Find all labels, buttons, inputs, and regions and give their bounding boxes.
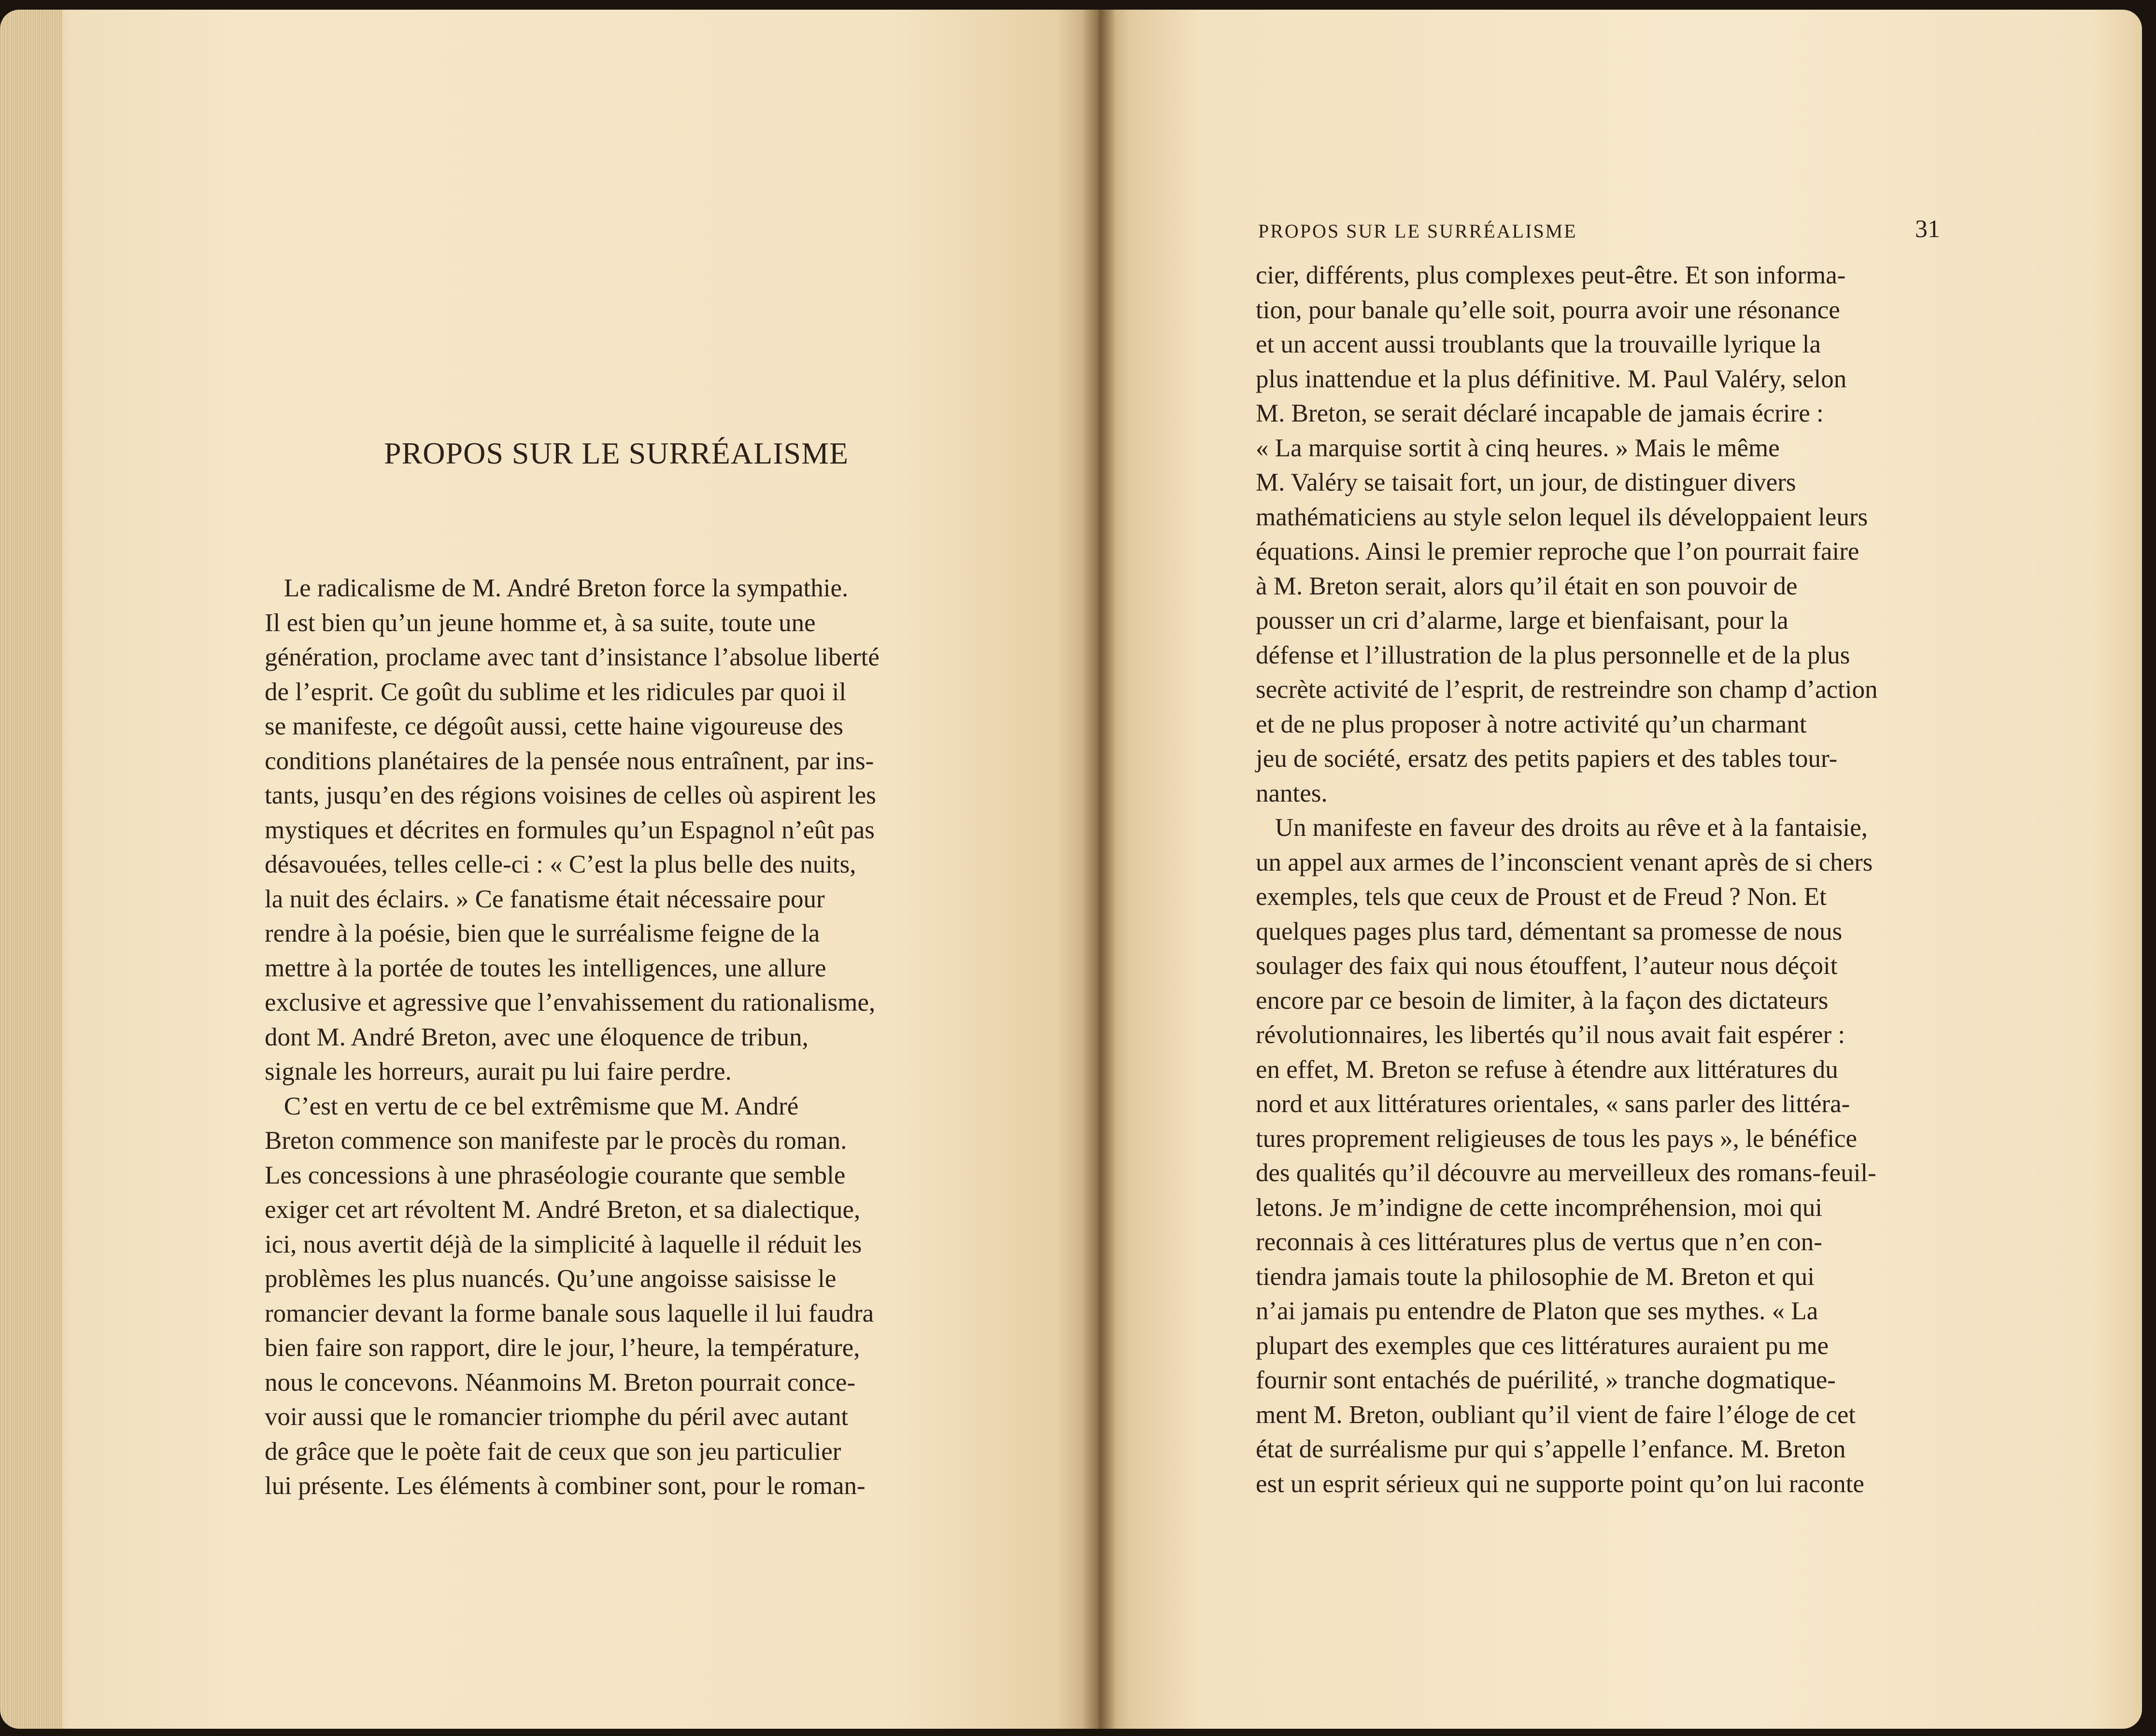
text-line: secrète activité de l’esprit, de restreindre son champ d’action: [1256, 676, 1878, 704]
text-line: Breton commence son manifeste par le procès du roman.: [265, 1127, 847, 1155]
text-line: mettre à la portée de toutes les intelligences, une allure: [265, 954, 826, 982]
text-line: M. Breton, se serait déclaré incapable de jamais écrire :: [1256, 399, 1824, 427]
text-line: de l’esprit. Ce goût du sublime et les ridicules par quoi il: [265, 677, 847, 706]
text-line: exiger cet art révoltent M. André Breton, et sa dialectique,: [265, 1196, 861, 1224]
right-page-text: [1256, 258, 1878, 1501]
text-line: problèmes les plus nuancés. Qu’une angoisse saisisse le: [265, 1265, 837, 1293]
text-line: exclusive et agressive que l’envahissement du rationalisme,: [265, 988, 876, 1016]
book-gutter: [1082, 10, 1116, 1729]
text-line: romancier devant la forme banale sous laquelle il lui faudra: [265, 1299, 874, 1327]
text-line: défense et l’illustration de la plus personnelle et de la plus: [1256, 641, 1850, 669]
text-line: n’ai jamais pu entendre de Platon que ses mythes. « La: [1256, 1297, 1818, 1325]
text-line: Les concessions à une phraséologie courante que semble: [265, 1161, 846, 1189]
text-line: et de ne plus proposer à notre activité qu’un charmant: [1256, 710, 1807, 738]
text-line: « La marquise sortit à cinq heures. » Mais le même: [1256, 434, 1780, 462]
text-line: est un esprit sérieux qui ne supporte point qu’on lui raconte: [1256, 1469, 1864, 1498]
text-line: plus inattendue et la plus définitive. M. Paul Valéry, selon: [1256, 365, 1847, 393]
text-line: conditions planétaires de la pensée nous entraînent, par ins-: [265, 747, 874, 775]
text-line: signale les horreurs, aurait pu lui faire perdre.: [265, 1058, 732, 1086]
text-line: reconnais à ces littératures plus de vertus que n’en con-: [1256, 1228, 1822, 1256]
text-line: cier, différents, plus complexes peut-être. Et son informa-: [1256, 261, 1846, 289]
text-line: letons. Je m’indigne de cette incompréhension, moi qui: [1256, 1193, 1823, 1222]
page-number: 31: [1915, 215, 1940, 243]
text-line: bien faire son rapport, dire le jour, l’heure, la température,: [265, 1334, 860, 1362]
text-line: jeu de société, ersatz des petits papiers et des tables tour-: [1256, 745, 1838, 773]
text-line: nantes.: [1256, 779, 1328, 807]
page-edges: [0, 10, 63, 1729]
text-line: fournir sont entachés de puérilité, » tranche dogmatique-: [1256, 1366, 1836, 1394]
text-line: lui présente. Les éléments à combiner sont, pour le roman-: [265, 1472, 865, 1500]
text-line: équations. Ainsi le premier reproche que l’on pourrait faire: [1256, 537, 1859, 565]
text-line: nous le concevons. Néanmoins M. Breton pourrait conce-: [265, 1368, 856, 1397]
text-line: de grâce que le poète fait de ceux que son jeu particulier: [265, 1437, 841, 1466]
text-line: nord et aux littératures orientales, « sans parler des littéra-: [1256, 1090, 1850, 1118]
text-line: exemples, tels que ceux de Proust et de Freud ? Non. Et: [1256, 883, 1827, 911]
text-line: mystiques et décrites en formules qu’un Espagnol n’eût pas: [265, 816, 875, 844]
chapter-title: PROPOS SUR LE SURRÉALISME: [384, 436, 849, 470]
text-line: ment M. Breton, oubliant qu’il vient de faire l’éloge de cet: [1256, 1400, 1856, 1429]
left-page-text: [265, 571, 879, 1504]
text-line: tants, jusqu’en des régions voisines de celles où aspirent les: [265, 781, 876, 809]
text-line: quelques pages plus tard, démentant sa promesse de nous: [1256, 917, 1843, 946]
text-line: ici, nous avertit déjà de la simplicité à laquelle il réduit les: [265, 1230, 862, 1258]
text-line: mathématiciens au style selon lequel ils développaient leurs: [1256, 503, 1868, 531]
text-line: Le radicalisme de M. André Breton force la sympathie.: [265, 574, 849, 602]
text-line: dont M. André Breton, avec une éloquence de tribun,: [265, 1023, 808, 1051]
text-line: la nuit des éclairs. » Ce fanatisme était nécessaire pour: [265, 885, 825, 913]
text-line: génération, proclame avec tant d’insistance l’absolue liberté: [265, 643, 879, 671]
text-line: M. Valéry se taisait fort, un jour, de distinguer divers: [1256, 468, 1796, 496]
text-line: état de surréalisme pur qui s’appelle l’enfance. M. Breton: [1256, 1435, 1846, 1463]
text-line: se manifeste, ce dégoût aussi, cette haine vigoureuse des: [265, 712, 843, 740]
text-line: à M. Breton serait, alors qu’il était en son pouvoir de: [1256, 572, 1798, 600]
text-line: C’est en vertu de ce bel extrêmisme que M. André: [265, 1092, 799, 1120]
text-line: Il est bien qu’un jeune homme et, à sa suite, toute une: [265, 608, 816, 637]
text-line: voir aussi que le romancier triomphe du péril avec autant: [265, 1403, 849, 1431]
text-line: des qualités qu’il découvre au merveilleux des romans-feuil-: [1256, 1159, 1876, 1187]
text-line: révolutionnaires, les libertés qu’il nous avait fait espérer :: [1256, 1021, 1845, 1049]
text-line: tiendra jamais toute la philosophie de M. Breton et qui: [1256, 1262, 1815, 1291]
text-line: tion, pour banale qu’elle soit, pourra avoir une résonance: [1256, 296, 1840, 324]
text-line: en effet, M. Breton se refuse à étendre aux littératures du: [1256, 1055, 1838, 1084]
running-head: PROPOS SUR LE SURRÉALISME: [1258, 220, 1577, 242]
text-line: plupart des exemples que ces littératures auraient pu me: [1256, 1331, 1829, 1360]
text-line: rendre à la poésie, bien que le surréalisme feigne de la: [265, 919, 820, 947]
text-line: pousser un cri d’alarme, large et bienfaisant, pour la: [1256, 607, 1788, 635]
text-line: désavouées, telles celle-ci : « C’est la plus belle des nuits,: [265, 850, 856, 878]
text-line: soulager des faix qui nous étouffent, l’auteur nous déçoit: [1256, 952, 1838, 980]
text-line: et un accent aussi troublants que la trouvaille lyrique la: [1256, 330, 1821, 358]
text-line: un appel aux armes de l’inconscient venant après de si chers: [1256, 848, 1873, 876]
text-line: tures proprement religieuses de tous les pays », le bénéfice: [1256, 1124, 1858, 1153]
text-line: encore par ce besoin de limiter, à la façon des dictateurs: [1256, 986, 1829, 1015]
text-line: Un manifeste en faveur des droits au rêve et à la fantaisie,: [1256, 814, 1868, 842]
